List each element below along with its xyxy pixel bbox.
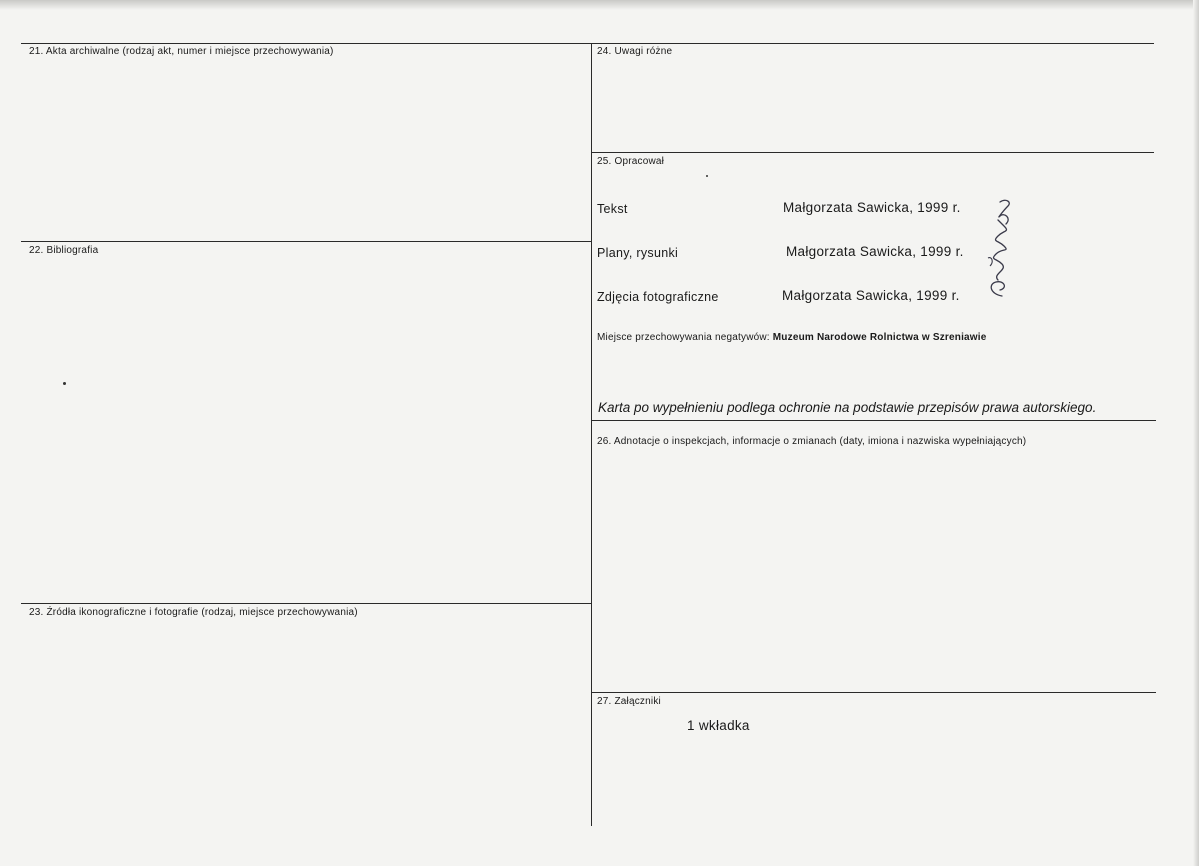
handwritten-signature-icon [982,196,1022,300]
author-field-photos: Zdjęcia fotograficzne [597,290,719,304]
scan-speck [706,175,708,177]
negatives-value: Muzeum Narodowe Rolnictwa w Szreniawie [772,332,987,343]
section-23-label: 23. Źródła ikonograficzne i fotografie (rodzaj, miejsce przechowywania) [29,607,358,618]
negatives-label: Miejsce przechowywania negatywów: [597,332,770,343]
copyright-note: Karta po wypełnieniu podlega ochronie na podstawie przepisów prawa autorskiego. [598,400,1097,415]
rule-top-left [21,43,592,44]
rule-27 [591,692,1156,693]
scan-edge-right [1193,0,1199,866]
author-value-text: Małgorzata Sawicka, 1999 r. [783,200,961,215]
author-value-plans: Małgorzata Sawicka, 1999 r. [786,244,964,259]
rule-26 [591,420,1156,421]
section-21-label: 21. Akta archiwalne (rodzaj akt, numer i miejsce przechowywania) [29,46,334,57]
rule-top-right [591,43,1154,44]
author-value-photos: Małgorzata Sawicka, 1999 r. [782,288,960,303]
section-24-label: 24. Uwagi różne [597,46,673,57]
author-field-plans: Plany, rysunki [597,246,679,260]
scan-speck [63,382,66,385]
attachments-value: 1 wkładka [687,718,750,733]
section-26-label: 26. Adnotacje o inspekcjach, informacje o zmianach (daty, imiona i nazwiska wypełniających) [597,436,1027,447]
author-field-text: Tekst [597,202,628,216]
column-divider [591,43,592,826]
negatives-location [597,332,987,343]
section-25-label: 25. Opracował [597,156,665,167]
section-22-label: 22. Bibliografia [29,245,99,256]
section-27-label: 27. Załączniki [597,696,661,707]
rule-22 [21,241,592,242]
rule-25 [591,152,1154,153]
scan-edge-top [0,0,1199,10]
rule-23 [21,603,592,604]
